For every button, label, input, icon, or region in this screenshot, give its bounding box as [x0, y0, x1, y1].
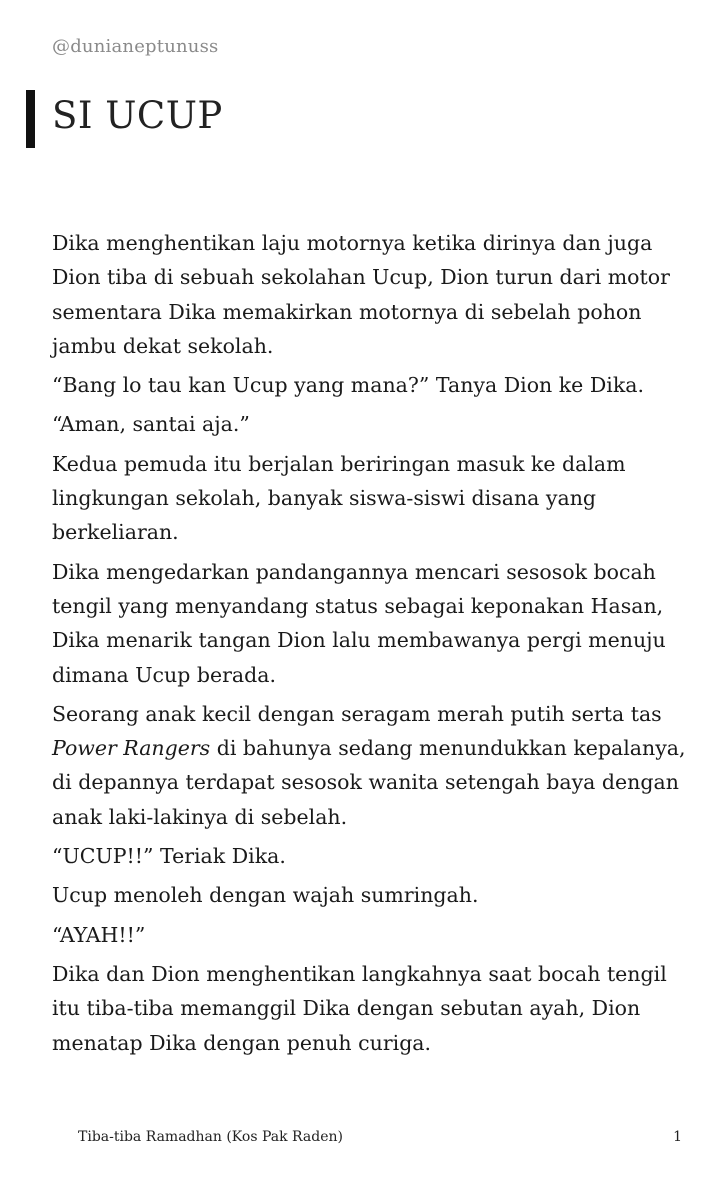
paragraph-text: di bahunya sedang menundukkan kepalanya, di depannya terdapat sesosok wanita setengah baya dengan anak laki-lakinya di sebelah. [52, 736, 686, 829]
page-footer [78, 1129, 682, 1145]
paragraph-text: Seorang anak kecil dengan seragam merah putih serta tas [52, 701, 662, 726]
chapter-accent-bar [26, 90, 35, 148]
story-paragraph: Ucup menoleh dengan wajah sumringah. [52, 883, 479, 908]
page-number: 1 [673, 1129, 682, 1145]
story-paragraph: Dika menghentikan laju motornya ketika dirinya dan juga Dion tiba di sebuah sekolahan Ucup, Dion turun dari motor sementara Dika memakirkan motornya di sebelah pohon jambu dekat sekolah. [52, 231, 670, 358]
story-paragraph: “Aman, santai aja.” [52, 412, 250, 437]
chapter-heading [26, 90, 223, 150]
story-paragraph: “UCUP!!” Teriak Dika. [52, 844, 286, 869]
story-paragraph: Dika dan Dion menghentikan langkahnya saat bocah tengil itu tiba-tiba memanggil Dika dengan sebutan ayah, Dion menatap Dika dengan penuh curiga. [52, 961, 667, 1055]
story-paragraph: “AYAH!!” [52, 922, 146, 947]
story-body [52, 226, 692, 1065]
story-paragraph: “Bang lo tau kan Ucup yang mana?” Tanya Dion ke Dika. [52, 373, 644, 398]
story-paragraph [52, 697, 692, 834]
story-paragraph: Kedua pemuda itu berjalan beriringan masuk ke dalam lingkungan sekolah, banyak siswa-siswi disana yang berkeliaran. [52, 451, 626, 545]
chapter-title: SI UCUP [52, 94, 223, 137]
italic-title: Power Rangers [52, 736, 211, 761]
author-handle: @dunianeptunuss [52, 36, 219, 57]
story-paragraph: Dika mengedarkan pandangannya mencari sesosok bocah tengil yang menyandang status sebagai keponakan Hasan, Dika menarik tangan Dion lalu membawanya pergi menuju dimana Ucup berada. [52, 559, 666, 687]
footer-book-title: Tiba-tiba Ramadhan (Kos Pak Raden) [78, 1129, 343, 1145]
